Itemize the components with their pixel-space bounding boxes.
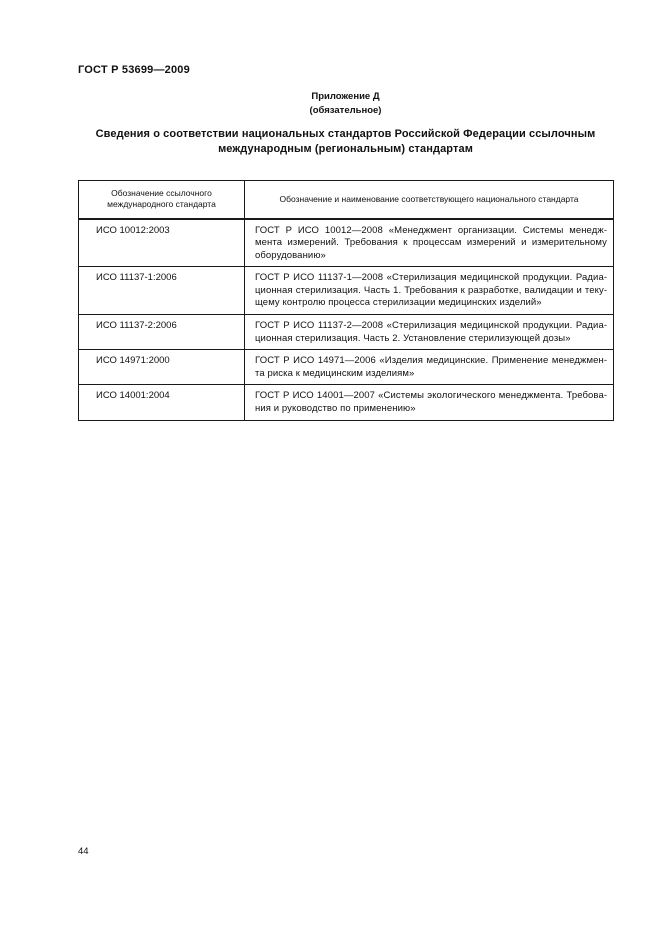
column-header-national-standard: Обозначение и наименование соответствующего национального стандарта (245, 181, 614, 219)
doc-number: ГОСТ Р 53699—2009 (78, 64, 190, 76)
table-row (79, 267, 614, 315)
page-number: 44 (78, 846, 89, 857)
standards-correspondence-table (78, 180, 614, 421)
intl-standard-cell: ИСО 11137-2:2006 (79, 315, 245, 350)
national-standard-cell: ГОСТ Р ИСО 11137-1—2008 «Стерилизация медицинской продукции. Радиационная стерилизация. Часть 1. Требования к разработке, валидации и текущему контролю процесса стерилизации медицинских изделий» (245, 267, 614, 315)
table-row (79, 385, 614, 420)
appendix-label: Приложение Д (311, 91, 380, 102)
table-row (79, 219, 614, 267)
intl-standard-cell: ИСО 10012:2003 (79, 219, 245, 267)
national-standard-cell: ГОСТ Р ИСО 14001—2007 «Системы экологического менеджмента. Требования и руководство по применению» (245, 385, 614, 420)
national-standard-cell: ГОСТ Р ИСО 14971—2006 «Изделия медицинские. Применение менеджмента риска к медицинским изделиям» (245, 350, 614, 385)
intl-standard-cell: ИСО 11137-1:2006 (79, 267, 245, 315)
intl-standard-cell: ИСО 14971:2000 (79, 350, 245, 385)
table-row (79, 350, 614, 385)
page-title: Сведения о соответствии национальных стандартов Российской Федерации ссылочным международным (региональным) стандартам (95, 128, 596, 155)
appendix-heading (78, 90, 613, 118)
appendix-type: (обязательное) (309, 105, 382, 116)
national-standard-cell: ГОСТ Р ИСО 10012—2008 «Менеджмент организации. Системы менеджмента измерений. Требования к процессам измерений и измерительному оборудованию» (245, 219, 614, 267)
table-row (79, 315, 614, 350)
intl-standard-cell: ИСО 14001:2004 (79, 385, 245, 420)
national-standard-cell: ГОСТ Р ИСО 11137-2—2008 «Стерилизация медицинской продукции. Радиационная стерилизация. Часть 2. Установление стерилизующей дозы» (245, 315, 614, 350)
table-header-row (79, 181, 614, 219)
column-header-international-standard: Обозначение ссылочного международного стандарта (79, 181, 245, 219)
